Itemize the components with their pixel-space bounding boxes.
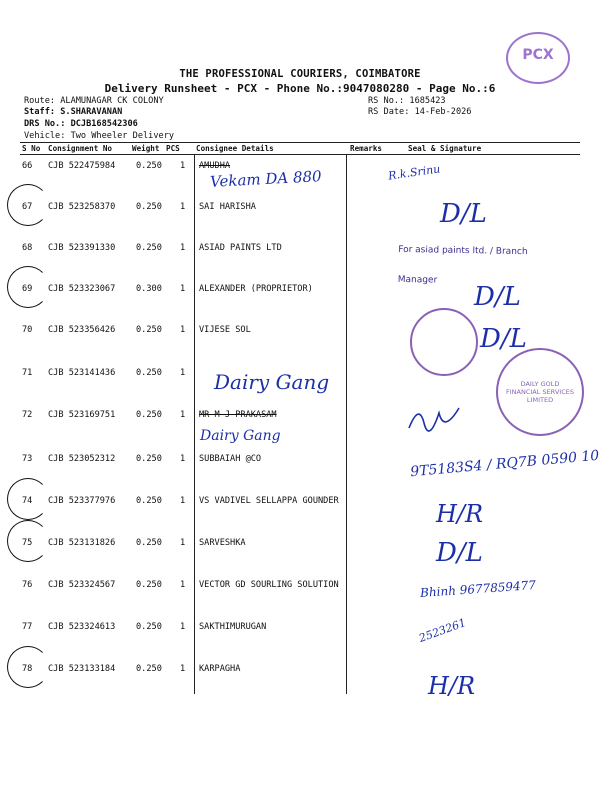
col-sno: S No <box>22 144 41 153</box>
row-weight: 0.250 <box>136 580 162 590</box>
signature: D/L <box>436 538 483 568</box>
handwritten-note: Vekam DA 880 <box>209 167 323 191</box>
row-consignee: MR M J PRAKASAM <box>199 410 277 420</box>
sno-circle-mark <box>7 184 49 226</box>
stamp-text: DAILY GOLD FINANCIAL SERVICES LIMITED <box>506 380 574 404</box>
runsheet-subtitle: Delivery Runsheet - PCX - Phone No.:9047080280 - Page No.:6 <box>104 82 496 95</box>
row-pcs: 1 <box>180 202 186 212</box>
row-sno: 73 <box>22 454 33 464</box>
signature: D/L <box>474 282 521 312</box>
row-weight: 0.250 <box>136 622 162 632</box>
row-consignment: CJB 523141436 <box>48 368 116 378</box>
row-weight: 0.250 <box>136 538 162 548</box>
row-consignee: VS VADIVEL SELLAPPA GOUNDER <box>199 496 339 506</box>
handwritten-note: 9T5183S4 / RQ7B 0590 10 <box>409 447 600 481</box>
row-sno: 76 <box>22 580 33 590</box>
row-pcs: 1 <box>180 161 186 171</box>
seal-stamp <box>410 308 478 376</box>
rs-date-text: RS Date: 14-Feb-2026 <box>368 107 472 117</box>
row-consignment: CJB 523258370 <box>48 202 116 212</box>
table-row <box>0 534 600 575</box>
col-consignee: Consignee Details <box>196 144 274 153</box>
route-text: Route: ALAMUNAGAR CK COLONY <box>24 96 164 106</box>
row-sno: 74 <box>22 496 33 506</box>
row-consignee: ALEXANDER (PROPRIETOR) <box>199 284 313 294</box>
row-weight: 0.300 <box>136 284 162 294</box>
route-meta <box>24 96 174 142</box>
sno-circle-mark <box>7 478 49 520</box>
row-sno: 77 <box>22 622 33 632</box>
row-consignee: SAI HARISHA <box>199 202 256 212</box>
col-remarks: Remarks <box>350 144 383 153</box>
sno-circle-mark <box>7 520 49 562</box>
table-row <box>0 618 600 659</box>
row-weight: 0.250 <box>136 496 162 506</box>
company-title: THE PROFESSIONAL COURIERS, COIMBATORE <box>179 68 421 80</box>
row-consignment: CJB 523391330 <box>48 243 116 253</box>
row-consignee: VECTOR GD SOURLING SOLUTION <box>199 580 339 590</box>
row-sno: 67 <box>22 202 33 212</box>
row-consignee: SAKTHIMURUGAN <box>199 622 267 632</box>
row-pcs: 1 <box>180 496 186 506</box>
sno-circle-mark <box>7 646 49 688</box>
row-sno: 66 <box>22 161 33 171</box>
rs-no-text: RS No.: 1685423 <box>368 96 446 106</box>
row-sno: 70 <box>22 325 33 335</box>
row-consignment: CJB 523356426 <box>48 325 116 335</box>
row-pcs: 1 <box>180 243 186 253</box>
row-consignee: SARVESHKA <box>199 538 246 548</box>
handwritten-note: Dairy Gang <box>214 370 330 394</box>
col-seal: Seal & Signature <box>408 144 482 153</box>
row-pcs: 1 <box>180 284 186 294</box>
table-row <box>0 198 600 239</box>
header-top-rule <box>20 142 580 143</box>
signature: H/R <box>428 672 476 700</box>
row-weight: 0.250 <box>136 454 162 464</box>
row-pcs: 1 <box>180 325 186 335</box>
sno-circle-mark <box>7 266 49 308</box>
rs-meta <box>368 96 471 118</box>
col-pcs: PCS <box>166 144 180 153</box>
handwritten-note: Bhinh 9677859477 <box>419 577 537 601</box>
row-weight: 0.250 <box>136 202 162 212</box>
row-sno: 72 <box>22 410 33 420</box>
row-sno: 69 <box>22 284 33 294</box>
row-pcs: 1 <box>180 538 186 548</box>
row-consignee: KARPAGHA <box>199 664 241 674</box>
row-consignee: VIJESE SOL <box>199 325 251 335</box>
row-consignment: CJB 523324613 <box>48 622 116 632</box>
row-sno: 71 <box>22 368 33 378</box>
row-consignment: CJB 523377976 <box>48 496 116 506</box>
row-weight: 0.250 <box>136 243 162 253</box>
table-row <box>0 492 600 533</box>
pcx-stamp-text: PCX <box>522 47 554 63</box>
staff-text: Staff: S.SHARAVANAN <box>24 107 123 117</box>
col-consignment: Consignment No <box>48 144 113 153</box>
row-consignment: CJB 523131826 <box>48 538 116 548</box>
row-sno: 68 <box>22 243 33 253</box>
signature: D/L <box>440 199 487 229</box>
row-weight: 0.250 <box>136 410 162 420</box>
row-consignment: CJB 522475984 <box>48 161 116 171</box>
handwritten-note: Dairy Gang <box>200 428 281 444</box>
row-weight: 0.250 <box>136 161 162 171</box>
row-consignee: ASIAD PAINTS LTD <box>199 243 282 253</box>
drs-text: DRS No.: DCJB168542306 <box>24 119 138 129</box>
scribble-signature <box>404 398 464 438</box>
vehicle-text: Vehicle: Two Wheeler Delivery <box>24 131 175 141</box>
row-consignee: AMUDHA <box>199 161 231 171</box>
row-sno: 78 <box>22 664 33 674</box>
signature: D/L <box>480 324 527 354</box>
row-consignee: SUBBAIAH @CO <box>199 454 262 464</box>
table-row <box>0 660 600 701</box>
row-pcs: 1 <box>180 410 186 420</box>
handwritten-note: 2523261 <box>417 616 468 645</box>
row-consignment: CJB 523052312 <box>48 454 116 464</box>
signature: H/R <box>436 500 484 528</box>
row-weight: 0.250 <box>136 368 162 378</box>
row-pcs: 1 <box>180 664 186 674</box>
row-pcs: 1 <box>180 622 186 632</box>
row-consignment: CJB 523324567 <box>48 580 116 590</box>
company-stamp: For asiad paints ltd. / Branch Manager <box>397 244 528 286</box>
row-pcs: 1 <box>180 580 186 590</box>
row-consignment: CJB 523323067 <box>48 284 116 294</box>
header-bottom-rule <box>20 154 580 155</box>
row-pcs: 1 <box>180 368 186 378</box>
company-seal <box>496 348 584 436</box>
row-sno: 75 <box>22 538 33 548</box>
row-consignment: CJB 523133184 <box>48 664 116 674</box>
signature: R.k.Srinu <box>387 162 442 183</box>
col-weight: Weight <box>132 144 160 153</box>
row-weight: 0.250 <box>136 325 162 335</box>
row-weight: 0.250 <box>136 664 162 674</box>
row-consignment: CJB 523169751 <box>48 410 116 420</box>
row-pcs: 1 <box>180 454 186 464</box>
